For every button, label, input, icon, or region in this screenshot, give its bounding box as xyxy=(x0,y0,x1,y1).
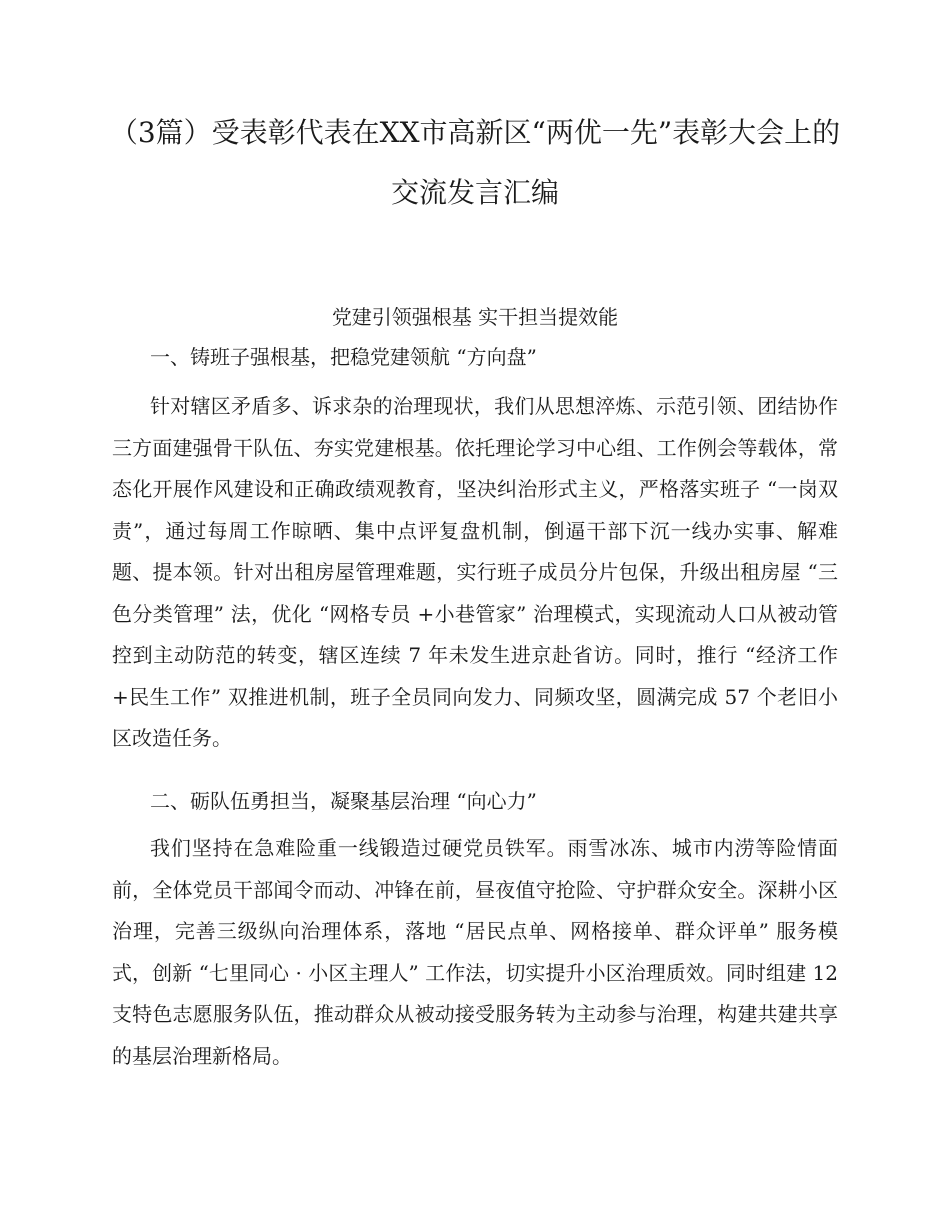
document-title: （3篇）受表彰代表在XX市高新区“两优一先”表彰大会上的交流发言汇编 xyxy=(109,116,841,209)
section-paragraph-2: 我们坚持在急难险重一线锻造过硬党员铁军。雨雪冰冻、城市内涝等险情面前，全体党员干部闻令而动、冲锋在前，昼夜值守抢险、守护群众安全。深耕小区治理，完善三级纵向治理体系，落地 “居民点单、网格接单、群众评单” 服务模式，创新 “七里同心 · 小区主理人” 工作法，切实提升小区治理质效。同时组建 12 支特色志愿服务队伍，推动群众从被动接受服务转为主动参与治理，构建共建共享的基层治理新格局。 xyxy=(112,836,838,1068)
section-heading-2: 二、砺队伍勇担当，凝聚基层治理 “向心力” xyxy=(150,789,537,813)
section-heading-1: 一、铸班子强根基，把稳党建领航 “方向盘” xyxy=(150,345,537,369)
section-title: 党建引领强根基 实干担当提效能 xyxy=(331,305,619,329)
section-paragraph-1: 针对辖区矛盾多、诉求杂的治理现状，我们从思想淬炼、示范引领、团结协作三方面建强骨干队伍、夯实党建根基。依托理论学习中心组、工作例会等载体，常态化开展作风建设和正确政绩观教育，坚决纠治形式主义，严格落实班子 “一岗双责”，通过每周工作晾晒、集中点评复盘机制，倒逼干部下沉一线办实事、解难题、提本领。针对出租房屋管理难题，实行班子成员分片包保，升级出租房屋 “三色分类管理” 法，优化 “网格专员 +小巷管家” 治理模式，实现流动人口从被动管控到主动防范的转变，辖区连续 7 年未发生进京赴省访。同时，推行 “经济工作+民生工作” 双推进机制，班子全员同向发力、同频攻坚，圆满完成 57 个老旧小区改造任务。 xyxy=(112,394,838,750)
